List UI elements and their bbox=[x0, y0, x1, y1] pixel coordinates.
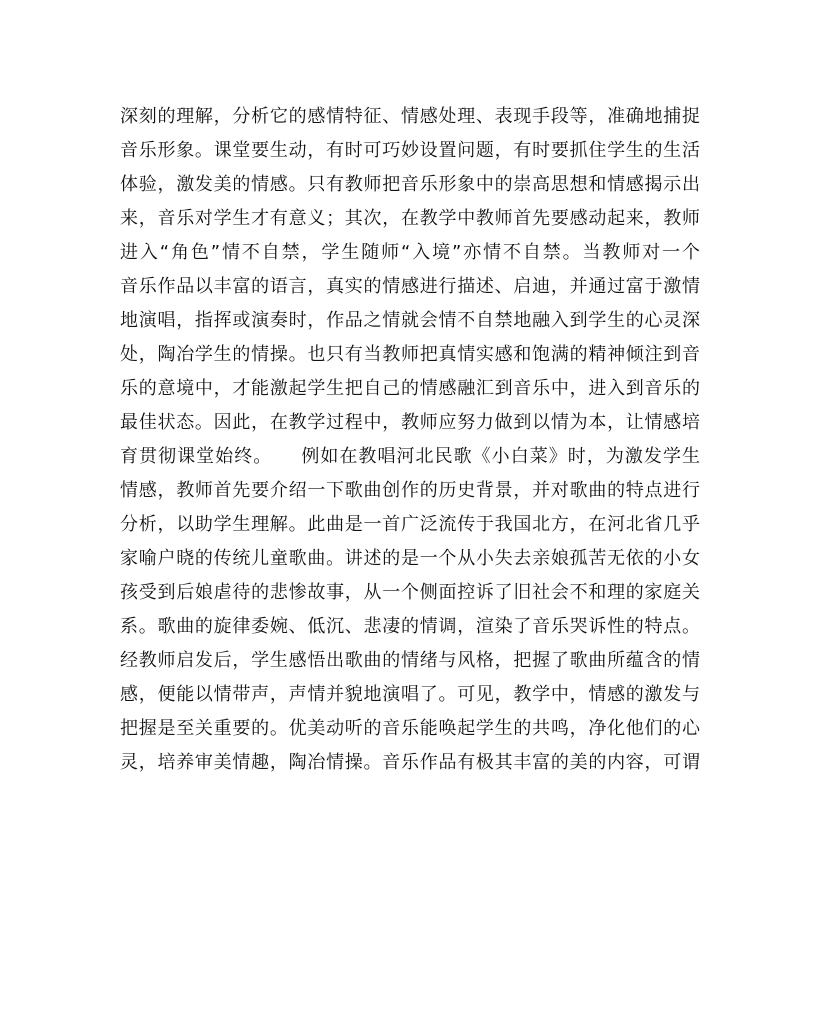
text-line: 经教师启发后，学生感悟出歌曲的情绪与风格，把握了歌曲所蕴含的情 bbox=[120, 650, 700, 671]
text-line: 系。歌曲的旋律委婉、低沉、悲凄的情调，渲染了音乐哭诉性的特点。 bbox=[120, 616, 700, 637]
text-line: 进入“角色”情不自禁，学生随师“入境”亦情不自禁。当教师对一个 bbox=[120, 242, 700, 263]
text-line: 孩受到后娘虐待的悲惨故事，从一个侧面控诉了旧社会不和理的家庭关 bbox=[120, 582, 700, 603]
text-line: 灵，培养审美情趣，陶冶情操。音乐作品有极其丰富的美的内容，可谓 bbox=[120, 752, 700, 773]
text-line: 分析，以助学生理解。此曲是一首广泛流传于我国北方，在河北省几乎 bbox=[120, 514, 700, 535]
text-line: 育贯彻课堂始终。 例如在教唱河北民歌《小白菜》时，为激发学生 bbox=[120, 446, 700, 467]
text-line: 情感，教师首先要介绍一下歌曲创作的历史背景，并对歌曲的特点进行 bbox=[120, 480, 700, 501]
body-text bbox=[120, 100, 700, 780]
text-line: 乐的意境中，才能激起学生把自己的情感融汇到音乐中，进入到音乐的 bbox=[120, 378, 700, 399]
text-line: 地演唱，指挥或演奏时，作品之情就会情不自禁地融入到学生的心灵深 bbox=[120, 310, 700, 331]
text-line: 来，音乐对学生才有意义；其次，在教学中教师首先要感动起来，教师 bbox=[120, 208, 700, 229]
text-line: 体验，激发美的情感。只有教师把音乐形象中的崇高思想和情感揭示出 bbox=[120, 174, 700, 195]
text-line: 音乐形象。课堂要生动，有时可巧妙设置问题，有时要抓住学生的生活 bbox=[120, 140, 700, 161]
text-line: 最佳状态。因此，在教学过程中，教师应努力做到以情为本，让情感培 bbox=[120, 412, 700, 433]
text-line: 音乐作品以丰富的语言，真实的情感进行描述、启迪，并通过富于激情 bbox=[120, 276, 700, 297]
text-line: 感，便能以情带声，声情并貌地演唱了。可见，教学中，情感的激发与 bbox=[120, 684, 700, 705]
text-line: 处，陶冶学生的情操。也只有当教师把真情实感和饱满的精神倾注到音 bbox=[120, 344, 700, 365]
text-line: 深刻的理解，分析它的感情特征、情感处理、表现手段等，准确地捕捉 bbox=[120, 106, 700, 127]
text-line: 把握是至关重要的。优美动听的音乐能唤起学生的共鸣，净化他们的心 bbox=[120, 718, 700, 739]
text-line: 家喻户晓的传统儿童歌曲。讲述的是一个从小失去亲娘孤苦无依的小女 bbox=[120, 548, 700, 569]
